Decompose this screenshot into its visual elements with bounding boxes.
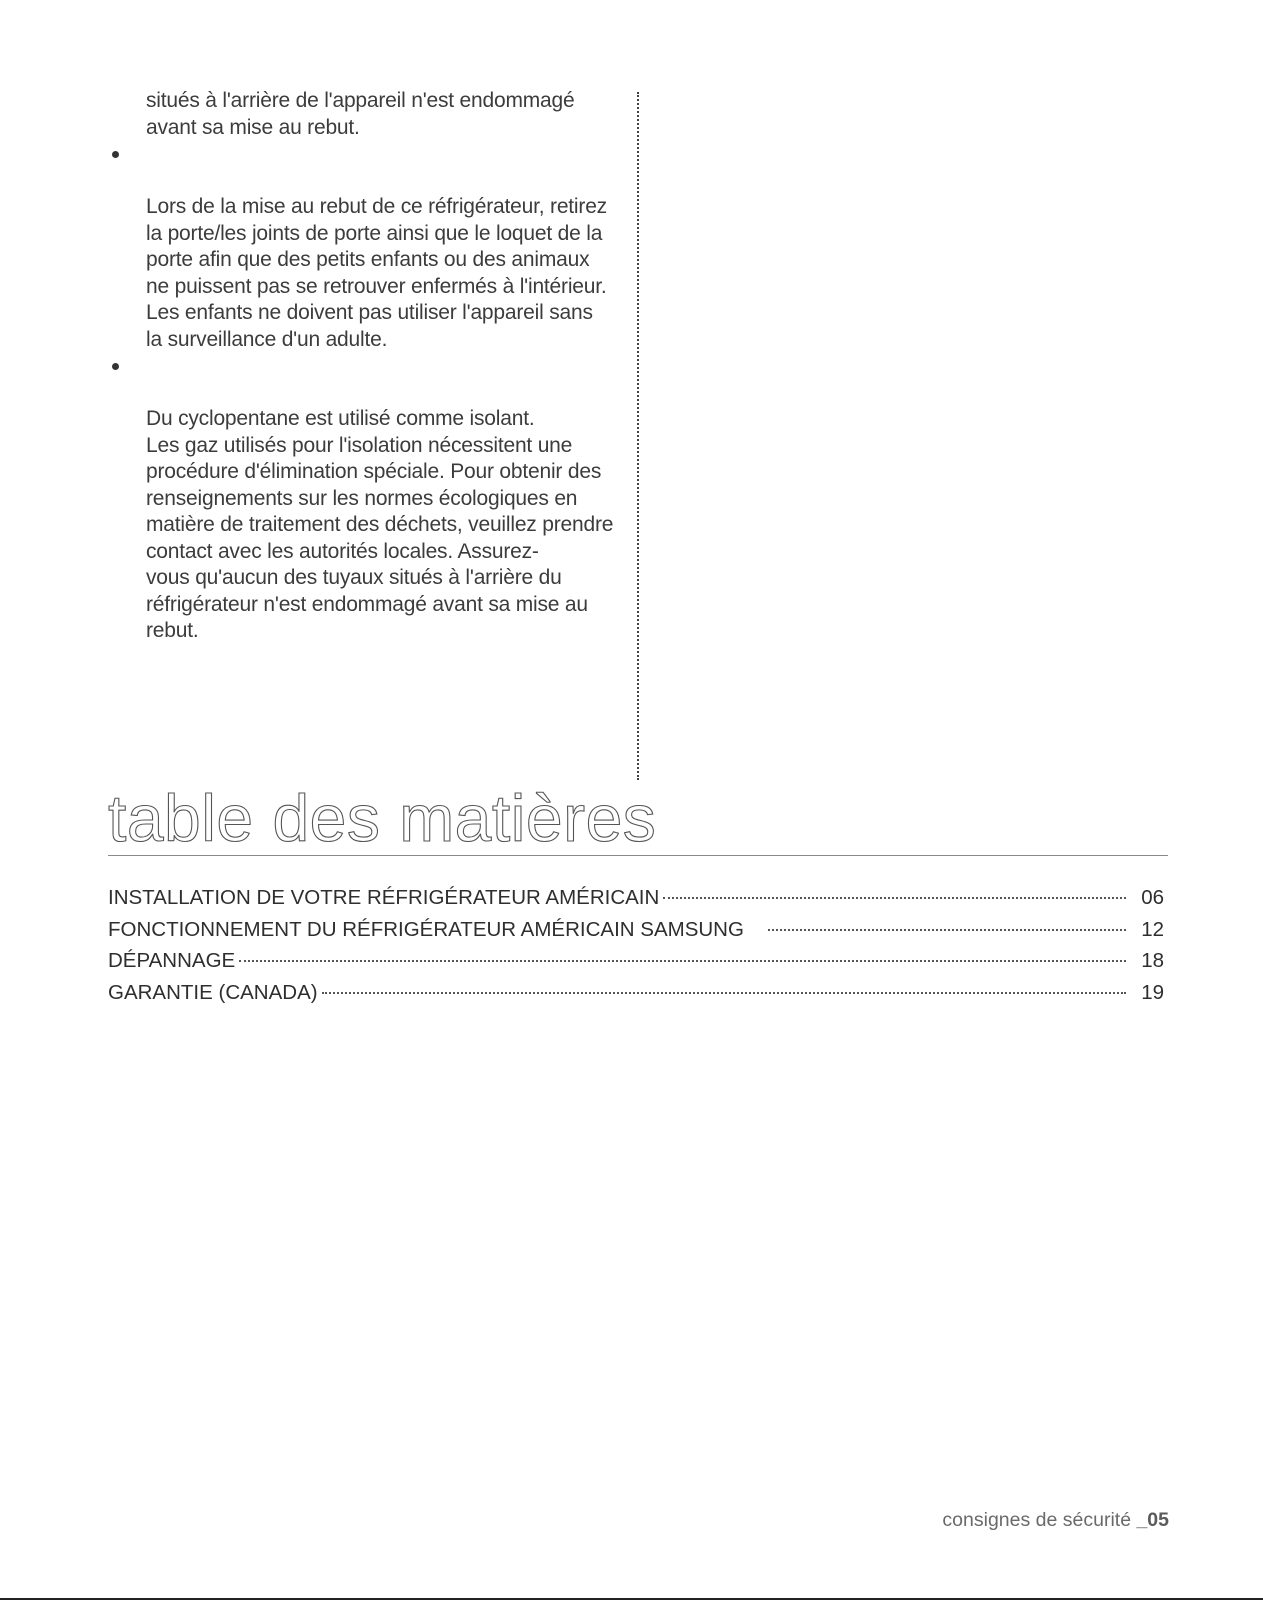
- continuation-paragraph: situés à l'arrière de l'appareil n'est endommagé avant sa mise au rebut.: [146, 89, 575, 139]
- toc-title-rule: [108, 855, 1168, 856]
- column-divider: [637, 92, 639, 780]
- bullet-icon: [112, 151, 119, 158]
- toc-entry[interactable]: [108, 949, 1164, 981]
- bullet-text: Lors de la mise au rebut de ce réfrigérateur, retirez la porte/les joints de porte ainsi que le loquet de la porte afin que des petits enfants ou des animaux ne puissent pas se retrouver enfermés à l'intérieur. Les enfants ne doivent pas utiliser l'appareil sans la surveillance d'un adulte.: [146, 195, 607, 351]
- toc-entry-page[interactable]: 12: [1141, 917, 1164, 941]
- toc-entry[interactable]: [108, 918, 1164, 950]
- bullet-text: Du cyclopentane est utilisé comme isolant. Les gaz utilisés pour l'isolation nécessitent une procédure d'élimination spéciale. Pour obtenir des renseignements sur les normes écologiques en matière de traitement des déchets, veuillez prendre contact avec les autorités locales. Assurez- vous qu'aucun des tuyaux situés à l'arrière du réfrigérateur n'est endommagé avant sa mise au rebut.: [146, 407, 614, 642]
- bullet-item: [108, 353, 628, 645]
- toc-entry-page[interactable]: 18: [1141, 949, 1164, 972]
- toc-entry-label[interactable]: GARANTIE (CANADA): [108, 980, 318, 1004]
- page-number: _05: [1136, 1509, 1169, 1531]
- toc-title: table des matières: [108, 781, 657, 855]
- toc-entry[interactable]: [108, 981, 1164, 1013]
- toc-leader-dots: [322, 992, 1126, 994]
- toc-leader-dots: [239, 960, 1126, 962]
- toc-entry-label[interactable]: FONCTIONNEMENT DU RÉFRIGÉRATEUR AMÉRICAIN SAMSUNG: [108, 917, 744, 941]
- toc-entry-page[interactable]: 19: [1141, 980, 1164, 1004]
- safety-text-column: [108, 88, 628, 645]
- bullet-icon: [112, 363, 119, 370]
- toc-entry-label[interactable]: INSTALLATION DE VOTRE RÉFRIGÉRATEUR AMÉRICAIN: [108, 886, 660, 909]
- toc-leader-dots: [768, 929, 1126, 931]
- page-bottom-rule: [0, 1598, 1263, 1600]
- bullet-item: [108, 141, 628, 353]
- toc-list: [108, 886, 1164, 1012]
- toc-entry-page[interactable]: 06: [1141, 886, 1164, 909]
- toc-entry[interactable]: [108, 886, 1164, 918]
- toc-leader-dots: [663, 897, 1126, 899]
- page-footer: [942, 1509, 1169, 1532]
- footer-section-label: consignes de sécurité: [942, 1509, 1137, 1531]
- toc-entry-label[interactable]: DÉPANNAGE: [108, 949, 236, 972]
